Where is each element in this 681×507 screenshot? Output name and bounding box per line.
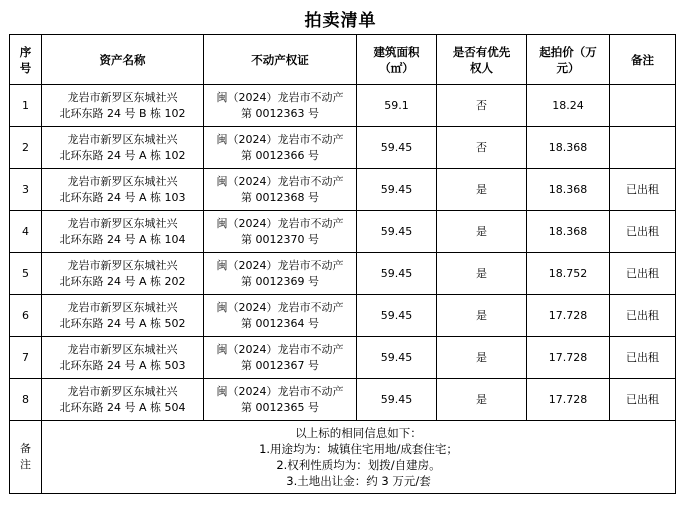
row-note: 已出租: [610, 295, 676, 337]
row-priority-holder: 是: [437, 337, 527, 379]
notes-label: 备 注: [10, 421, 42, 494]
row-building-area: 59.45: [357, 253, 437, 295]
row-building-area: 59.45: [357, 379, 437, 421]
row-index: 2: [10, 127, 42, 169]
header-asset-name: 资产名称: [42, 35, 204, 85]
table-row: [10, 253, 676, 295]
row-building-area: 59.45: [357, 337, 437, 379]
header-row: [10, 35, 676, 85]
row-note: 已出租: [610, 169, 676, 211]
row-property-certificate: 闽（2024）龙岩市不动产 第 0012370 号: [204, 211, 357, 253]
row-priority-holder: 是: [437, 169, 527, 211]
header-starting-price: 起拍价（万 元）: [527, 35, 610, 85]
notes-line: 2.权利性质均为：划拨/自建房。: [276, 458, 441, 472]
row-index: 4: [10, 211, 42, 253]
row-asset-name: 龙岩市新罗区东城社兴 北环东路 24 号 A 栋 202: [42, 253, 204, 295]
row-starting-price: 18.368: [527, 169, 610, 211]
row-property-certificate: 闽（2024）龙岩市不动产 第 0012366 号: [204, 127, 357, 169]
row-asset-name: 龙岩市新罗区东城社兴 北环东路 24 号 A 栋 504: [42, 379, 204, 421]
row-priority-holder: 是: [437, 253, 527, 295]
notes-body: [42, 421, 676, 494]
row-building-area: 59.45: [357, 169, 437, 211]
notes-line: 1.用途均为：城镇住宅用地/成套住宅；: [259, 442, 458, 456]
row-property-certificate: 闽（2024）龙岩市不动产 第 0012369 号: [204, 253, 357, 295]
row-property-certificate: 闽（2024）龙岩市不动产 第 0012368 号: [204, 169, 357, 211]
row-starting-price: 18.368: [527, 127, 610, 169]
row-index: 3: [10, 169, 42, 211]
row-index: 6: [10, 295, 42, 337]
notes-row: [10, 421, 676, 494]
row-asset-name: 龙岩市新罗区东城社兴 北环东路 24 号 A 栋 102: [42, 127, 204, 169]
row-note: [610, 85, 676, 127]
row-note: [610, 127, 676, 169]
row-asset-name: 龙岩市新罗区东城社兴 北环东路 24 号 A 栋 103: [42, 169, 204, 211]
header-property-certificate: 不动产权证: [204, 35, 357, 85]
row-starting-price: 18.752: [527, 253, 610, 295]
row-starting-price: 18.368: [527, 211, 610, 253]
row-starting-price: 17.728: [527, 337, 610, 379]
table-row: [10, 127, 676, 169]
row-starting-price: 18.24: [527, 85, 610, 127]
row-priority-holder: 否: [437, 85, 527, 127]
row-asset-name: 龙岩市新罗区东城社兴 北环东路 24 号 B 栋 102: [42, 85, 204, 127]
row-priority-holder: 是: [437, 295, 527, 337]
row-note: 已出租: [610, 337, 676, 379]
row-property-certificate: 闽（2024）龙岩市不动产 第 0012365 号: [204, 379, 357, 421]
row-starting-price: 17.728: [527, 379, 610, 421]
table-row: [10, 295, 676, 337]
page-title: 拍卖清单: [304, 11, 377, 31]
row-index: 5: [10, 253, 42, 295]
row-building-area: 59.45: [357, 127, 437, 169]
row-priority-holder: 是: [437, 379, 527, 421]
row-starting-price: 17.728: [527, 295, 610, 337]
row-note: 已出租: [610, 253, 676, 295]
row-index: 1: [10, 85, 42, 127]
row-asset-name: 龙岩市新罗区东城社兴 北环东路 24 号 A 栋 104: [42, 211, 204, 253]
row-property-certificate: 闽（2024）龙岩市不动产 第 0012363 号: [204, 85, 357, 127]
table-row: [10, 85, 676, 127]
row-building-area: 59.45: [357, 211, 437, 253]
row-note: 已出租: [610, 379, 676, 421]
row-index: 8: [10, 379, 42, 421]
notes-line: 以上标的相同信息如下：: [295, 426, 422, 440]
row-property-certificate: 闽（2024）龙岩市不动产 第 0012367 号: [204, 337, 357, 379]
row-building-area: 59.1: [357, 85, 437, 127]
row-property-certificate: 闽（2024）龙岩市不动产 第 0012364 号: [204, 295, 357, 337]
table-row: [10, 379, 676, 421]
row-priority-holder: 否: [437, 127, 527, 169]
row-asset-name: 龙岩市新罗区东城社兴 北环东路 24 号 A 栋 503: [42, 337, 204, 379]
row-building-area: 59.45: [357, 295, 437, 337]
auction-table: [9, 34, 676, 494]
header-building-area: 建筑面积 （㎡）: [357, 35, 437, 85]
header-index: 序 号: [10, 35, 42, 85]
row-index: 7: [10, 337, 42, 379]
header-note: 备注: [610, 35, 676, 85]
row-asset-name: 龙岩市新罗区东城社兴 北环东路 24 号 A 栋 502: [42, 295, 204, 337]
table-row: [10, 169, 676, 211]
header-priority-holder: 是否有优先 权人: [437, 35, 527, 85]
notes-line: 3.土地出让金：约 3 万元/套: [286, 474, 431, 488]
table-row: [10, 211, 676, 253]
table-row: [10, 337, 676, 379]
row-priority-holder: 是: [437, 211, 527, 253]
row-note: 已出租: [610, 211, 676, 253]
